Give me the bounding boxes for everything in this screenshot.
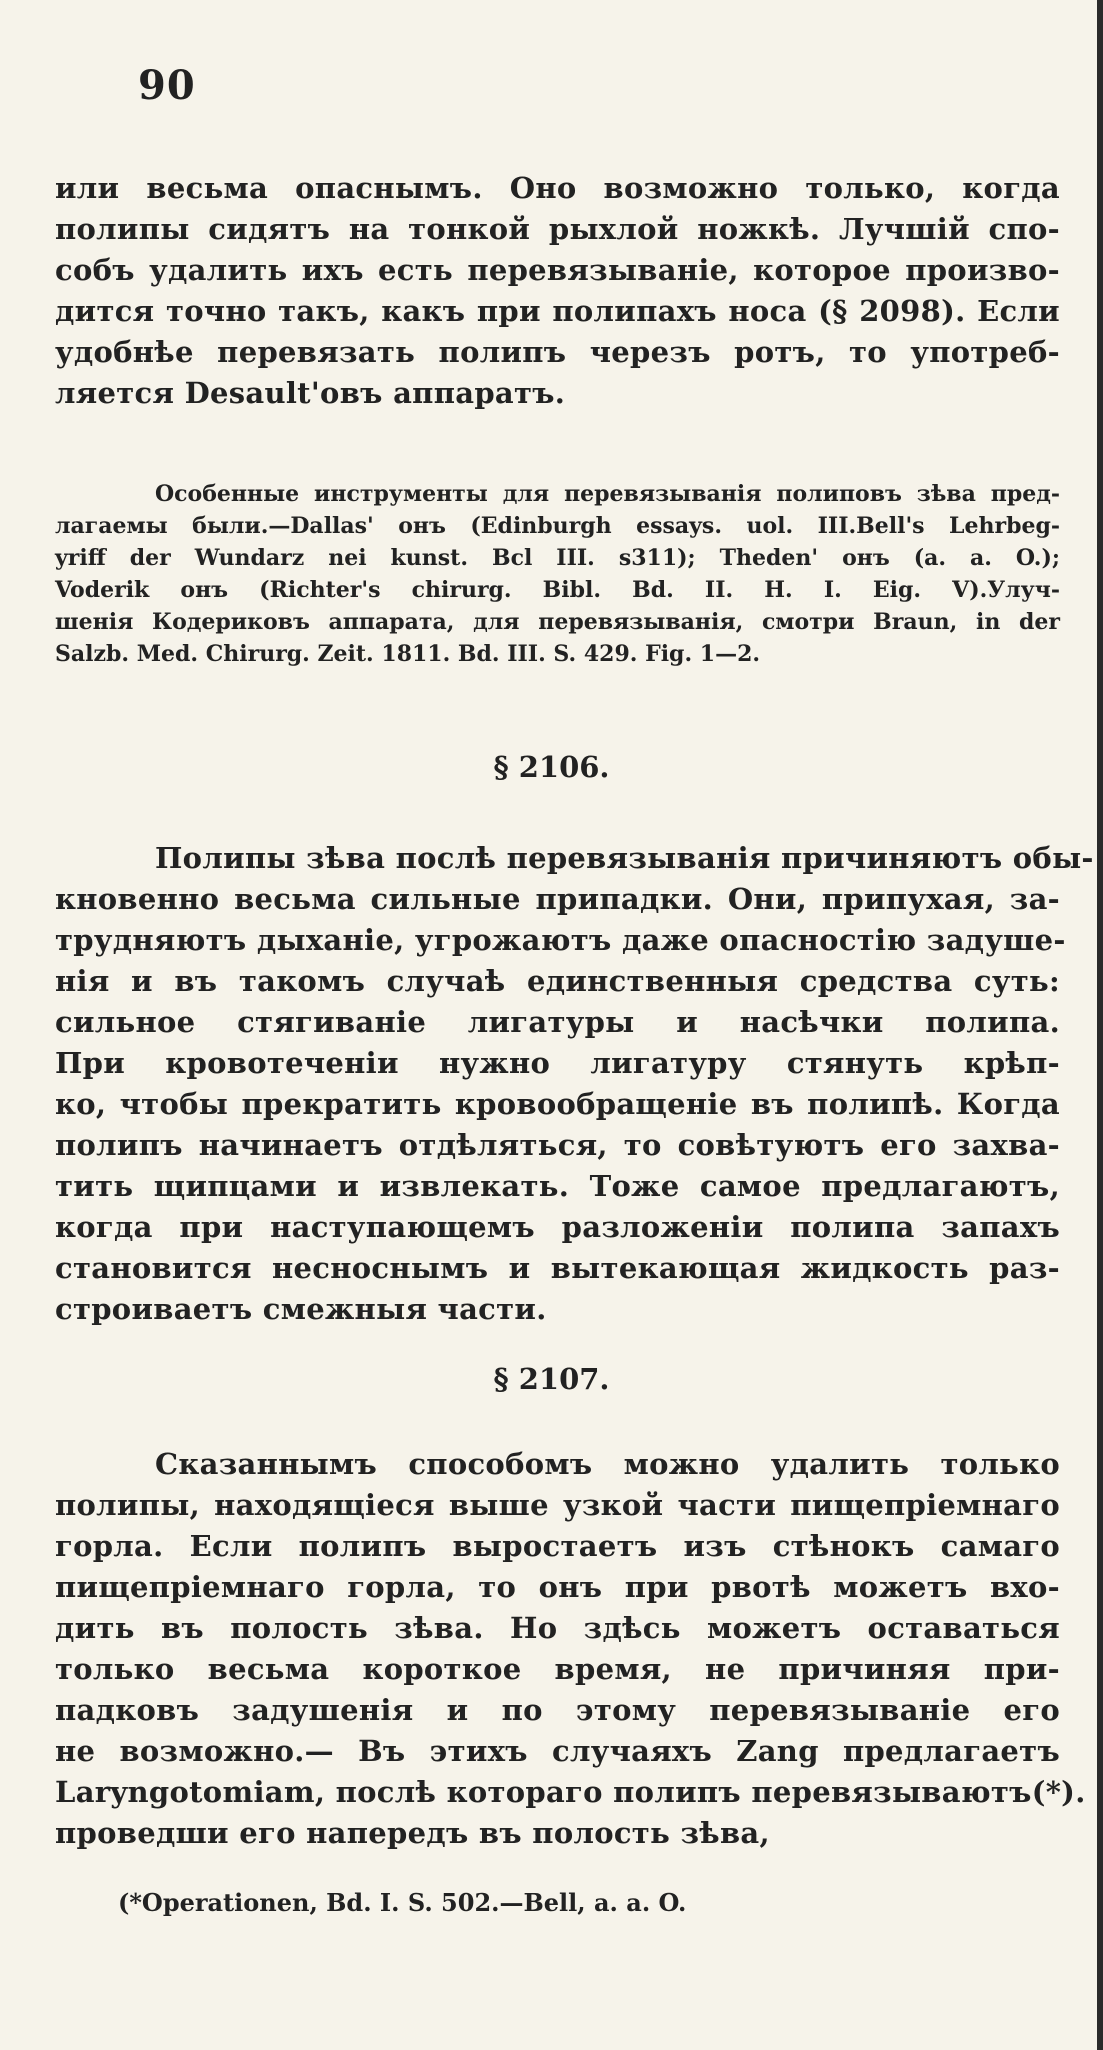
text-line: только весьма короткое время, не причиняя при- [55,1652,1060,1686]
text-line: удобнѣе перевязать полипъ черезъ ротъ, то употреб- [55,335,1060,369]
paragraph-1 [55,168,1060,414]
text-line: нія и въ такомъ случаѣ единственныя средства суть: [55,964,1060,998]
paragraph-3 [55,1444,1086,1854]
note-small-print [55,478,1060,670]
text-line: дить въ полость зѣва. Но здѣсь можетъ оставаться [55,1611,1060,1645]
text-line: полипы, находящіеся выше узкой части пищепріемнаго [55,1488,1060,1522]
text-line: горла. Если полипъ выростаетъ изъ стѣнокъ самаго [55,1529,1060,1563]
text-line: ко, чтобы прекратить кровообращеніе въ полипѣ. Когда [55,1087,1060,1121]
text-line: когда при наступающемъ разложеніи полипа запахъ [55,1210,1060,1244]
text-line: полипы сидятъ на тонкой рыхлой ножкѣ. Лучшій спо- [55,212,1060,246]
text-line: Полипы зѣва послѣ перевязыванія причиняютъ обы- [155,841,1094,875]
page-number: 90 [138,62,196,109]
note-line: лагаемы были.—Dallas' онъ (Edinburgh essays. uol. III.Bell's Lehrbeg- [55,513,1060,539]
section-heading-2107: § 2107. [493,1362,610,1396]
paragraph-2 [55,838,1094,1330]
text-line: падковъ задушенія и по этому перевязываніе его [55,1693,1060,1727]
text-line: тить щипцами и извлекать. Тоже самое предлагаютъ, [55,1169,1060,1203]
page-edge-shadow [1097,0,1103,2050]
section-heading-2106: § 2106. [493,750,610,784]
text-line: проведши его напередъ въ полость зѣва, [55,1816,770,1850]
note-line: шенія Кодериковъ аппарата, для перевязыванія, смотри Braun, in der [55,609,1060,635]
text-line: Сказаннымъ способомъ можно удалить только [155,1447,1060,1481]
text-line: собъ удалить ихъ есть перевязываніе, которое произво- [55,253,1060,287]
note-line: Особенные инструменты для перевязыванія полиповъ зѣва пред- [155,481,1060,507]
note-line: Salzb. Med. Chirurg. Zeit. 1811. Bd. III. S. 429. Fig. 1—2. [55,641,761,667]
text-line: кновенно весьма сильные припадки. Они, припухая, за- [55,882,1060,916]
text-line: При кровотеченіи нужно лигатуру стянуть крѣп- [55,1046,1060,1080]
text-line: полипъ начинаетъ отдѣляться, то совѣтуютъ его захва- [55,1128,1060,1162]
text-line: Laryngotomiam, послѣ котораго полипъ перевязываютъ(*). [55,1775,1086,1809]
text-line: не возможно.— Въ этихъ случаяхъ Zang предлагаетъ [55,1734,1060,1768]
note-line: Voderik онъ (Richter's chirurg. Bibl. Bd. II. H. I. Eig. V).Улуч- [55,577,1060,603]
text-line: сильное стягиваніе лигатуры и насѣчки полипа. [55,1005,1060,1039]
text-line: ляется Desault'овъ аппаратъ. [55,376,566,410]
text-line: трудняютъ дыханіе, угрожаютъ даже опасностію задуше- [55,923,1066,957]
text-line: становится несноснымъ и вытекающая жидкость раз- [55,1251,1060,1285]
text-line: пищепріемнаго горла, то онъ при рвотѣ можетъ вхо- [55,1570,1060,1604]
footnote: (*Operationen, Bd. I. S. 502.—Bell, a. a. O. [118,1888,687,1917]
note-line: yriff der Wundarz nei kunst. Bcl III. s311); Theden' онъ (a. a. O.); [55,545,1060,571]
text-line: дится точно такъ, какъ при полипахъ носа (§ 2098). Если [55,294,1060,328]
text-line: строиваетъ смежныя части. [55,1292,547,1326]
text-line: или весьма опаснымъ. Оно возможно только, когда [55,171,1060,205]
